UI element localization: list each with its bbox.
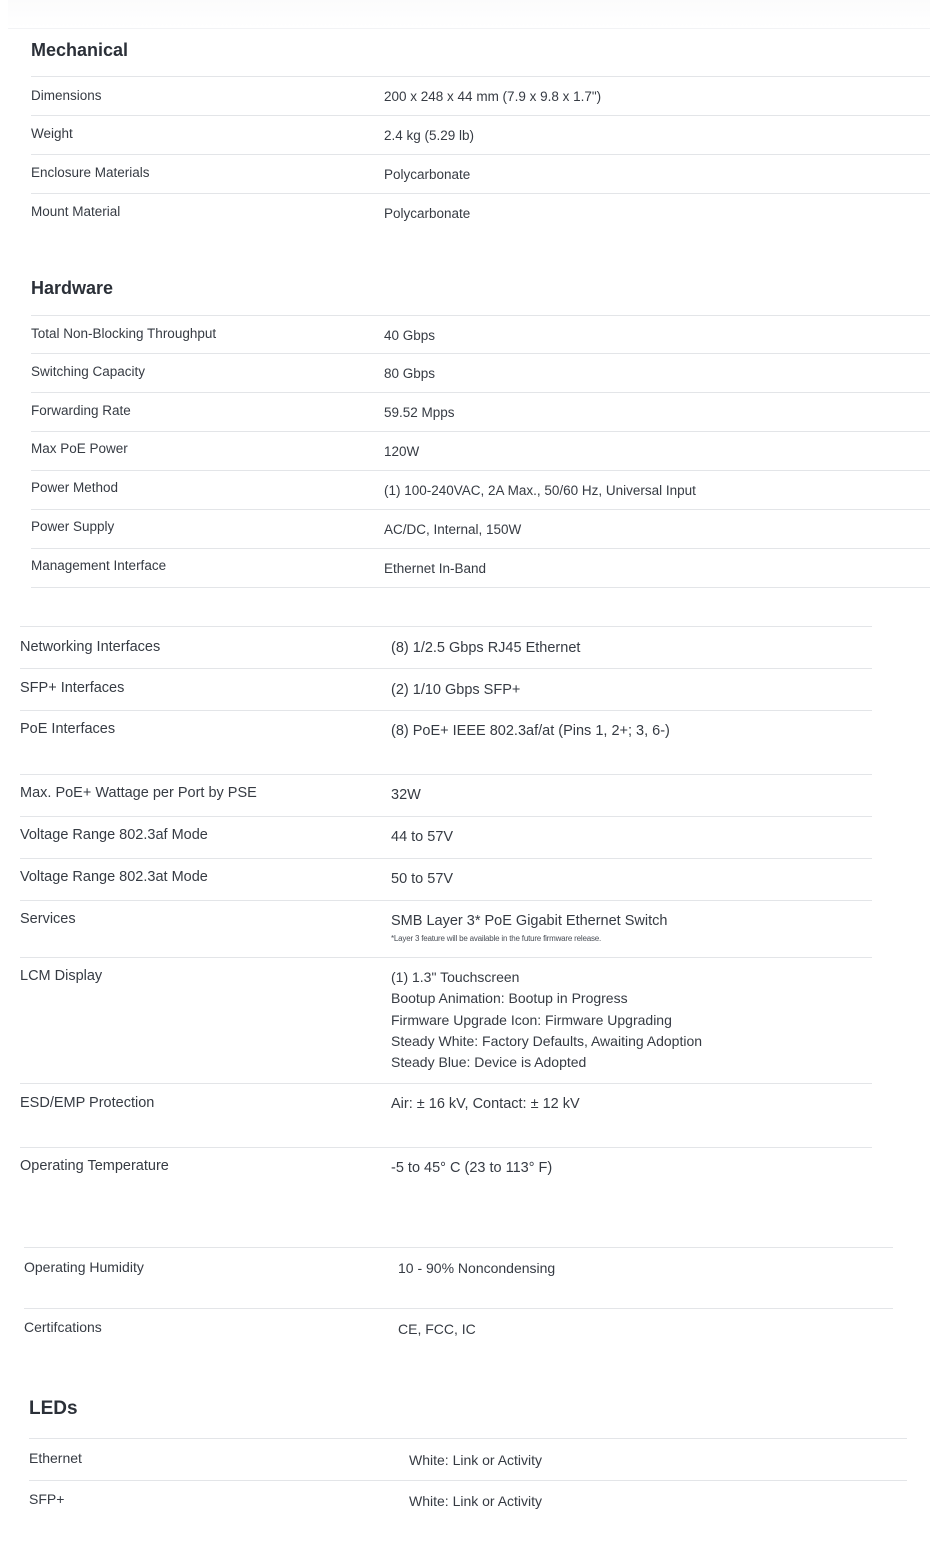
spec-row-voltage-at [20, 859, 872, 901]
spec-row-esd-protection [20, 1084, 872, 1148]
spec-value: 44 to 57V [391, 829, 454, 845]
spec-value: AC/DC, Internal, 150W [384, 522, 522, 537]
spec-value: (1) 100-240VAC, 2A Max., 50/60 Hz, Universal Input [384, 483, 696, 498]
spec-label: Max PoE Power [31, 441, 128, 456]
spec-row-switching-capacity [31, 354, 930, 393]
spec-value: Air: ± 16 kV, Contact: ± 12 kV [391, 1096, 580, 1112]
spec-value: 32W [391, 787, 421, 803]
spec-row-power-method [31, 471, 930, 510]
spec-label: Operating Humidity [24, 1259, 144, 1275]
footnote: *Layer 3 feature will be available in the future firmware release. [391, 934, 602, 943]
spec-label: Ethernet [29, 1450, 82, 1466]
spec-value: SMB Layer 3* PoE Gigabit Ethernet Switch [391, 913, 668, 929]
spec-row-poe-interfaces [20, 711, 872, 775]
spec-label: Operating Temperature [20, 1158, 169, 1174]
top-bar [8, 0, 930, 29]
spec-row-throughput [31, 315, 930, 354]
spec-label: Total Non-Blocking Throughput [31, 326, 217, 341]
spec-label: ESD/EMP Protection [20, 1095, 155, 1111]
spec-label: SFP+ Interfaces [20, 680, 125, 696]
lcm-display-lines [391, 967, 702, 1073]
spec-value: Polycarbonate [384, 206, 471, 221]
spec-row-sfp-interfaces [20, 669, 872, 711]
spec-label: Enclosure Materials [31, 165, 150, 180]
spec-label: Forwarding Rate [31, 403, 131, 418]
spec-row-dimensions [31, 76, 930, 116]
section-title-leds: LEDs [29, 1398, 78, 1419]
spec-value: 200 x 248 x 44 mm (7.9 x 9.8 x 1.7") [384, 89, 602, 104]
spec-value: White: Link or Activity [409, 1452, 543, 1468]
spec-label: Weight [31, 126, 73, 141]
spec-label: Switching Capacity [31, 364, 146, 379]
spec-value: (2) 1/10 Gbps SFP+ [391, 682, 521, 698]
spec-row-networking-interfaces [20, 626, 872, 669]
spec-row-operating-humidity [24, 1247, 893, 1309]
spec-row-services [20, 901, 872, 958]
spec-value: (8) PoE+ IEEE 802.3af/at (Pins 1, 2+; 3, 6-) [391, 723, 670, 739]
spec-label: Networking Interfaces [20, 639, 161, 655]
spec-row-lcm-display [20, 958, 872, 1084]
spec-label: Mount Material [31, 204, 121, 219]
spec-value: 80 Gbps [384, 366, 436, 381]
section-title-mechanical: Mechanical [31, 40, 129, 60]
spec-label: SFP+ [29, 1491, 65, 1507]
spec-label: Power Method [31, 480, 119, 495]
spec-row-power-supply [31, 510, 930, 549]
spec-value: (8) 1/2.5 Gbps RJ45 Ethernet [391, 640, 581, 656]
spec-label: Power Supply [31, 519, 115, 534]
spec-row-forwarding-rate [31, 393, 930, 432]
lcm-line: Steady Blue: Device is Adopted [391, 1054, 587, 1071]
spec-row-enclosure-materials [31, 155, 930, 194]
spec-value: 40 Gbps [384, 328, 436, 343]
spec-row-max-poe-power [31, 432, 930, 471]
spec-row-weight [31, 116, 930, 155]
lcm-line: Firmware Upgrade Icon: Firmware Upgrading [391, 1011, 672, 1028]
spec-value: White: Link or Activity [409, 1493, 543, 1509]
spec-value: -5 to 45° C (23 to 113° F) [391, 1160, 553, 1176]
spec-value: Ethernet In-Band [384, 561, 487, 576]
spec-value: Polycarbonate [384, 167, 471, 182]
section-title-hardware: Hardware [31, 278, 114, 298]
spec-label: Dimensions [31, 88, 102, 103]
spec-label: Voltage Range 802.3af Mode [20, 827, 208, 843]
spec-label: LCM Display [20, 968, 103, 984]
spec-row-management-interface [31, 549, 930, 588]
spec-label: Voltage Range 802.3at Mode [20, 869, 208, 885]
spec-label: Services [20, 911, 76, 927]
spec-label: Max. PoE+ Wattage per Port by PSE [20, 785, 257, 801]
spec-row-operating-temperature [20, 1148, 872, 1208]
spec-label: PoE Interfaces [20, 721, 116, 737]
spec-value: 10 - 90% Noncondensing [398, 1260, 556, 1276]
spec-value: 50 to 57V [391, 871, 454, 887]
spec-value: 2.4 kg (5.29 lb) [384, 128, 475, 143]
spec-label: Management Interface [31, 558, 167, 573]
lcm-line: (1) 1.3" Touchscreen [391, 969, 520, 985]
lcm-line: Bootup Animation: Bootup in Progress [391, 990, 628, 1007]
spec-row-voltage-af [20, 817, 872, 859]
spec-label: Certifcations [24, 1319, 102, 1335]
spec-row-led-ethernet [29, 1438, 907, 1481]
spec-row-led-sfp [29, 1481, 907, 1524]
lcm-line: Steady White: Factory Defaults, Awaiting Adoption [391, 1032, 703, 1049]
spec-row-mount-material [31, 194, 930, 234]
spec-value: CE, FCC, IC [398, 1321, 476, 1337]
spec-row-max-poe-wattage [20, 775, 872, 817]
spec-value: 59.52 Mpps [384, 405, 455, 420]
spec-value: 120W [384, 444, 420, 459]
spec-row-certifications [24, 1309, 893, 1359]
